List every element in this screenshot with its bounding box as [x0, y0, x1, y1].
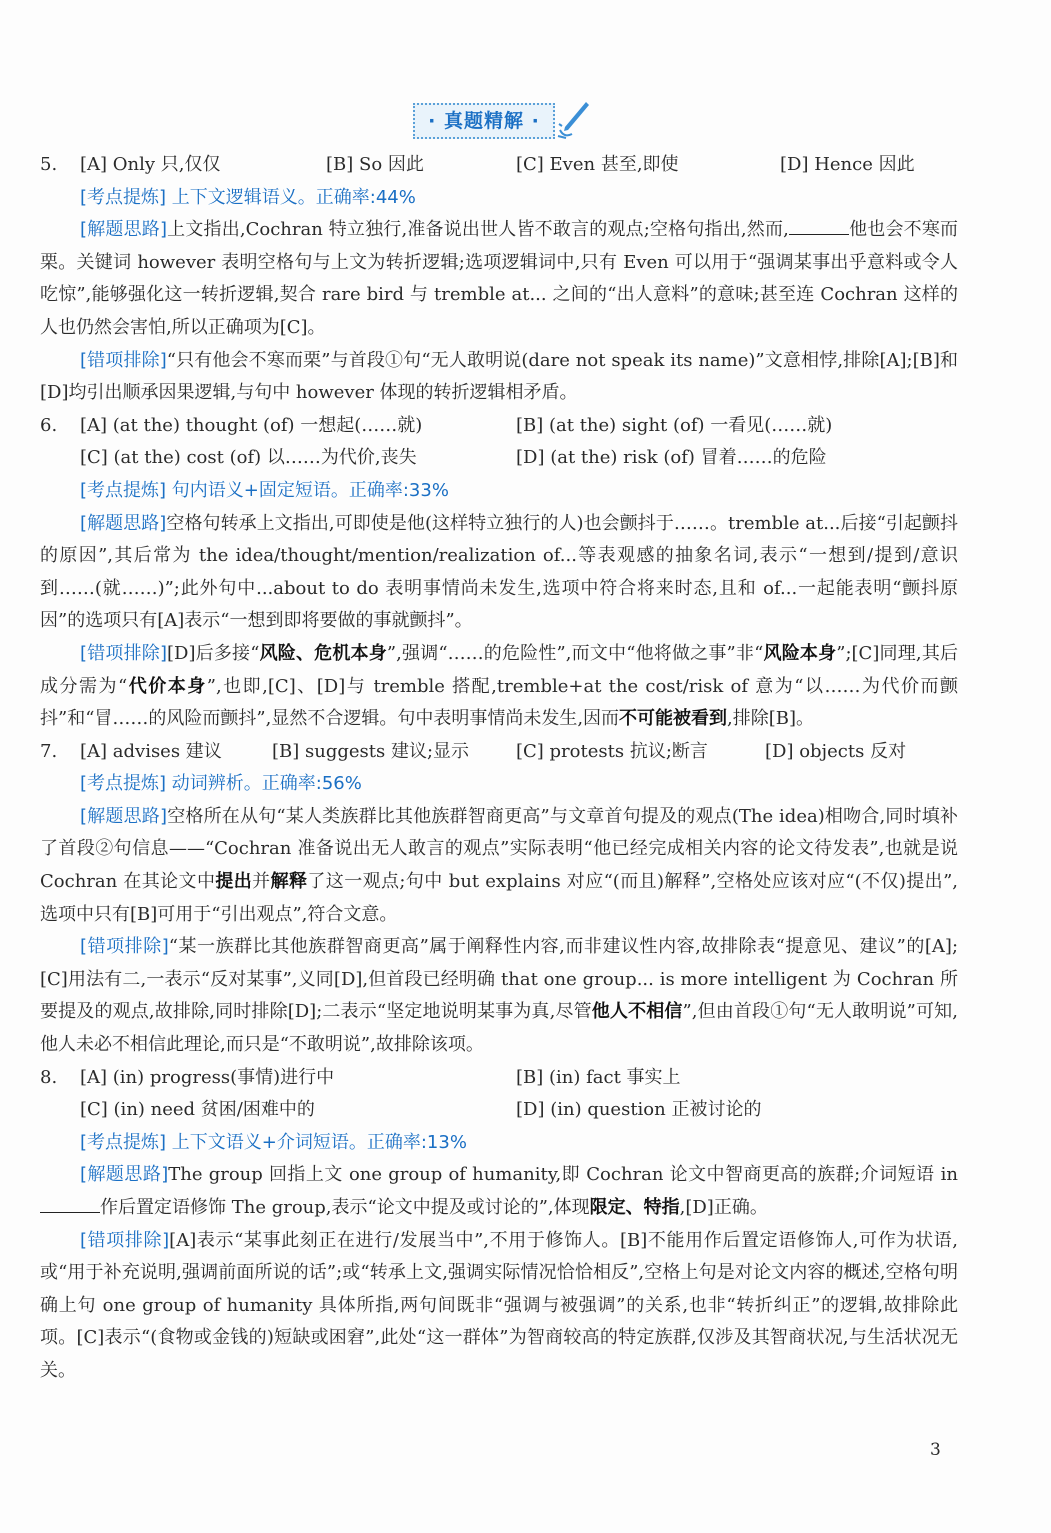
option-C: [C] (at the) cost (of) 以……为代价,丧失 [80, 447, 417, 469]
option-A: [A] advises 建议 [80, 740, 222, 762]
key-point [40, 475, 958, 508]
pen-icon [556, 100, 590, 140]
option-B: [B] (in) fact 事实上 [516, 1066, 681, 1088]
key-point-label: [考点提炼] [80, 1131, 167, 1153]
question-options-5 [40, 149, 958, 182]
body-text: [D]后多接“ [166, 642, 260, 664]
body-text: [A]表示“某事此刻正在进行/发展当中”,不用于修饰人。[B]不能用作后置定语修饰人,可作为状语,或“用于补充说明,强调前面所说的话”;或“转承上文,强调实际情况恰恰相反”,空格上句是对论文内容的概述,空格句明确上句 one group of humanity 具体所指,两句间既非“强调与被强调”的关系,也非“转折纠正”的逻辑,故排除此项。[C]表示“(食物或金钱的)短缺或困窘”,此处“这一群体”为智商较高的特定族群,仅涉及其智商状况,与生活状况无关。 [40, 1229, 958, 1381]
body-text: The group 回指上文 one group of humanity,即 Cochran 论文中智商更高的族群;介词短语 in [168, 1164, 958, 1186]
body-text: ,[D]正确。 [679, 1197, 768, 1218]
key-point [40, 182, 958, 215]
distractor-elimination-label: [错项排除] [80, 936, 169, 958]
emphasis-text: 提出 [215, 871, 253, 893]
body-text: 了这一观点;句中 but explains 对应“(而且)解释”,空格处应该对应“(不仅)提出”,选项中只有[B]可用于“引出观点”,符合文意。 [40, 871, 959, 925]
distractor-elimination [40, 345, 958, 410]
emphasis-text: 他人不相信 [591, 1001, 683, 1023]
solution-approach [40, 508, 958, 638]
option-list [80, 149, 958, 182]
option-D: [D] (at the) risk (of) 冒着……的危险 [516, 447, 827, 469]
solution-approach-label: [解题思路] [80, 805, 168, 827]
answer-blank [789, 216, 849, 235]
question-number: 7. [40, 740, 58, 762]
solution-approach-label: [解题思路] [80, 219, 167, 241]
body-text: “某一族群比其他族群智商更高”属于阐释性内容,而非建议性内容,故排除表“提意见、建议”的[A];[C]用法有二,一表示“反对某事”,义同[D],但首段已经明确 that one group... is more intelligent 为 Cochran 所要提及的观点,故排除,同时排除[D];二表示“坚定地说明某事为真,尽管 [40, 936, 959, 1023]
option-list [80, 410, 958, 475]
body-text: ”,也即,[C]、[D]与 tremble 搭配,tremble+at the cost/risk of 意为“以……为代价而颤抖”和“冒……的风险而颤抖”,显然不合逻辑。句中表明事情尚未发生,因而 [40, 675, 959, 730]
key-point-label: [考点提炼] [80, 773, 167, 795]
option-B: [B] So 因此 [326, 154, 424, 175]
option-D: [D] (in) question 正被讨论的 [516, 1099, 762, 1121]
key-point-text: 上下文语义+介词短语。正确率:13% [171, 1131, 467, 1153]
solution-approach [40, 214, 958, 344]
option-B: [B] (at the) sight (of) 一看见(……就) [516, 414, 833, 436]
solution-approach [40, 801, 958, 931]
key-point-label: [考点提炼] [80, 186, 167, 208]
option-list [80, 1062, 958, 1127]
body-text: ”,但由首段①句“无人敢明说”可知,他人未必不相信此理论,而只是“不敢明说”,故排除该项。 [40, 1001, 959, 1056]
emphasis-text: 解释 [270, 871, 308, 893]
question-options-8 [40, 1062, 958, 1127]
page-number: 3 [930, 1440, 941, 1460]
question-number: 8. [40, 1066, 58, 1088]
key-point [40, 1127, 958, 1160]
option-C: [C] Even 甚至,即使 [516, 154, 679, 175]
solution-approach [40, 1159, 958, 1224]
question-options-6 [40, 410, 958, 475]
body-text: 作后置定语修饰 The group,表示“论文中提及或讨论的”,体现 [100, 1197, 590, 1218]
option-A: [A] (at the) thought (of) 一想起(……就) [80, 414, 423, 436]
emphasis-text: 限定、特指 [589, 1197, 680, 1218]
distractor-elimination-label: [错项排除] [80, 349, 167, 371]
question-options-7 [40, 736, 958, 769]
option-A: [A] Only 只,仅仅 [80, 154, 221, 175]
emphasis-text: 风险、危机本身 [259, 642, 387, 664]
body-text: 空格所在从句“某人类族群比其他族群智商更高”与文章首句提及的观点(The idea)相吻合,同时填补了首段②句信息——“Cochran 准备说出无人敢言的观点”实际表明“他已经完成相关内容的论文待发表”,也就是说 Cochran 在其论文中 [40, 805, 959, 893]
emphasis-text: 不可能被看到 [619, 708, 728, 730]
emphasis-text: 代价本身 [127, 675, 207, 697]
section-header: · 真题精解 · [413, 103, 555, 139]
body-text: ”,强调“……的危险性”,而文中“他将做之事”非“ [386, 642, 764, 664]
distractor-elimination [40, 638, 958, 736]
key-point-label: [考点提炼] [80, 479, 167, 501]
body-text: ,排除[B]。 [727, 708, 815, 730]
body-text: 并 [252, 871, 271, 893]
option-D: [D] Hence 因此 [780, 154, 915, 175]
distractor-elimination-label: [错项排除] [80, 1229, 170, 1251]
option-B: [B] suggests 建议;显示 [272, 740, 470, 762]
distractor-elimination-label: [错项排除] [80, 642, 167, 664]
option-D: [D] objects 反对 [765, 740, 907, 762]
option-A: [A] (in) progress(事情)进行中 [80, 1066, 335, 1088]
question-number: 5. [40, 154, 58, 175]
key-point-text: 上下文逻辑语义。正确率:44% [171, 186, 416, 208]
body-text: 上文指出,Cochran 特立独行,准备说出世人皆不敢言的观点;空格句指出,然而, [166, 219, 789, 241]
body-text: 空格句转承上文指出,可即使是他(这样特立独行的人)也会颤抖于……。tremble at...后接“引起颤抖的原因”,其后常为 the idea/thought/mention/realization of...等表观感的抽象名词,表示“一想到/提到/意识到……(就……)”;此外句中...about to do 表明事情尚未发生,选项中符合将来时态,且和 of...一起能表明“颤抖原因”的选项只有[A]表示“一想到即将要做的事就颤抖”。 [40, 512, 959, 632]
question-number: 6. [40, 414, 58, 436]
solution-approach-label: [解题思路] [80, 1164, 169, 1186]
body-text: “只有他会不寒而栗”与首段①句“无人敢明说(dare not speak its name)”文意相悖,排除[A];[B]和[D]均引出顺承因果逻辑,与句中 however 体现的转折逻辑相矛盾。 [40, 349, 958, 404]
emphasis-text: 风险本身 [763, 642, 837, 664]
solution-approach-label: [解题思路] [80, 512, 167, 534]
option-list [80, 736, 958, 769]
distractor-elimination [40, 931, 958, 1061]
answer-blank [40, 1194, 100, 1213]
body-text: 他也会不寒而栗。关键词 however 表明空格句与上文为转折逻辑;选项逻辑词中,只有 Even 可以用于“强调某事出乎意料或令人吃惊”,能够强化这一转折逻辑,契合 rare bird 与 tremble at... 之间的“出人意料”的意味;甚至连 Cochran 这样的人也仍然会害怕,所以正确项为[C]。 [40, 219, 959, 338]
key-point-text: 动词辨析。正确率:56% [171, 773, 362, 795]
answer-explanations [40, 149, 958, 1388]
body-text: ”;[C]同理,其后成分需为“ [40, 642, 959, 697]
key-point [40, 768, 958, 801]
option-C: [C] (in) need 贫困/困难中的 [80, 1099, 315, 1121]
distractor-elimination [40, 1225, 958, 1388]
key-point-text: 句内语义+固定短语。正确率:33% [171, 479, 449, 501]
option-C: [C] protests 抗议;断言 [516, 740, 708, 762]
